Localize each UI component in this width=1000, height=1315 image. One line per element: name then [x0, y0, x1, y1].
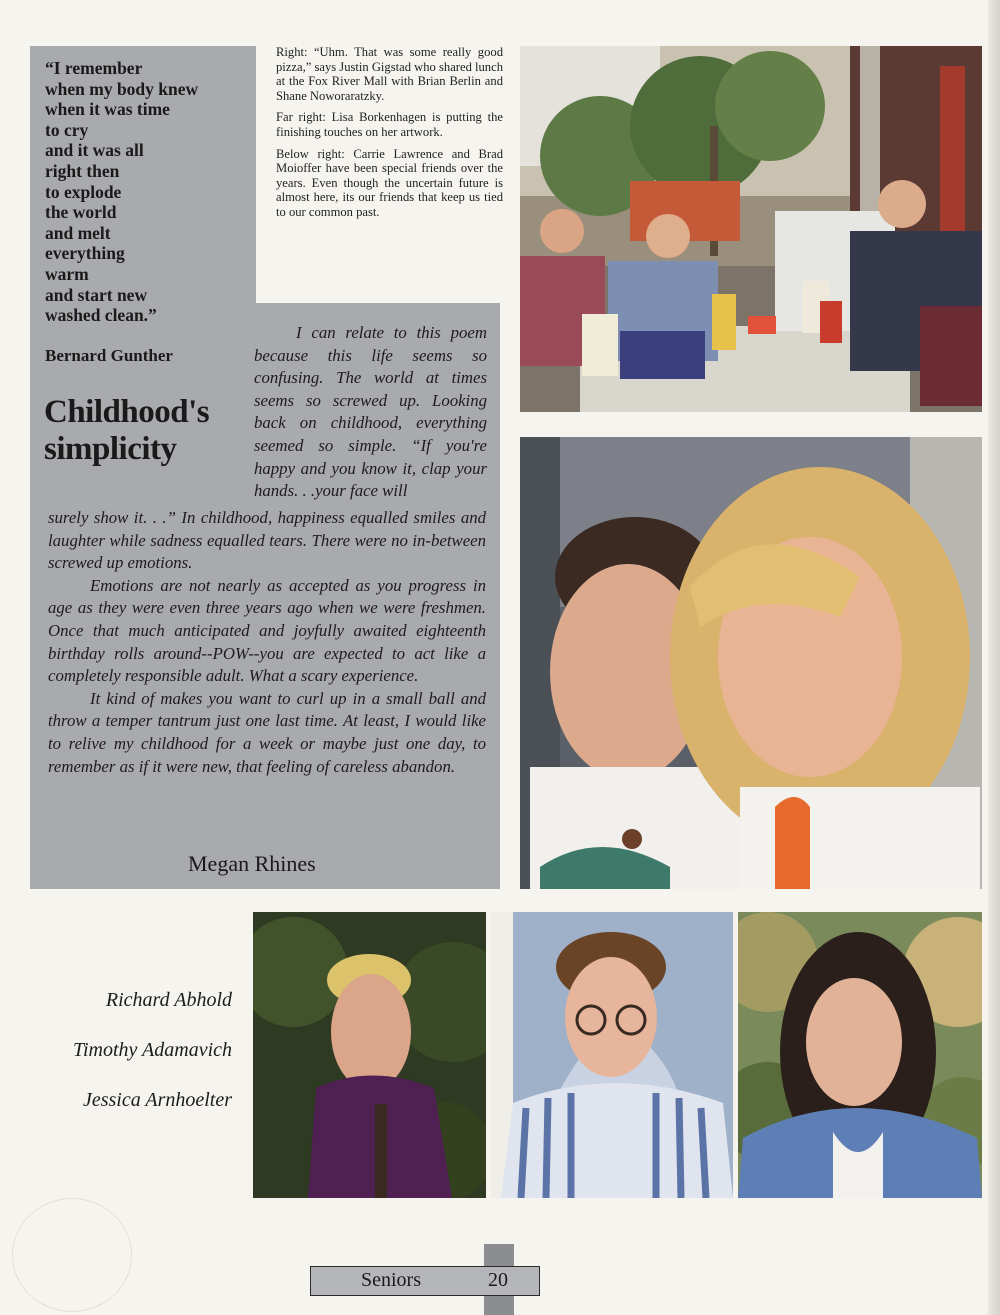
essay-paragraph: It kind of makes you want to curl up in a small ball and throw a temper tantrum just one last time. At least, I would like to relive my childhood for a week or maybe just one day, to remember as if it were new, that feeling of careless abandon.: [48, 688, 486, 776]
photo-lunch-at-mall: [520, 46, 982, 412]
page-number: 20: [488, 1269, 508, 1291]
poem-quote: [45, 58, 255, 326]
quote-line: right then: [45, 160, 120, 181]
portrait-name: Timothy Adamavich: [72, 1039, 232, 1061]
photo-captions: [276, 45, 503, 227]
quote-line: washed clean.”: [45, 305, 157, 326]
page-title: [44, 394, 209, 468]
quote-line: “I remember: [45, 58, 143, 78]
essay-intro: [254, 322, 487, 503]
portrait-timothy-adamavich: [491, 912, 733, 1198]
quote-line: and start new: [45, 284, 148, 305]
portrait-name: Richard Abhold: [105, 989, 232, 1011]
quote-line: the world: [45, 202, 117, 223]
title-line-2: simplicity: [44, 431, 177, 467]
quote-line: warm: [45, 263, 89, 284]
footer-section-label: Seniors: [361, 1269, 421, 1291]
title-line-1: Childhood's: [44, 394, 210, 430]
portrait-name: Jessica Arnhoelter: [82, 1089, 232, 1111]
caption-far-right: Far right: Lisa Borkenhagen is putting the finishing touches on her artwork.: [276, 110, 503, 139]
quote-line: when it was time: [45, 99, 170, 120]
essay-body: [48, 507, 486, 778]
quote-line: when my body knew: [45, 78, 199, 99]
caption-right: Right: “Uhm. That was some really good pizza,” says Justin Gigstad who shared lunch at the Fox River Mall with Brian Berlin and Shane Noworaratzky.: [276, 45, 503, 103]
portrait-jessica-arnhoelter: [738, 912, 982, 1198]
quote-author: Bernard Gunther: [45, 346, 173, 365]
quote-line: and it was all: [45, 140, 144, 161]
essay-paragraph: surely show it. . .” In childhood, happiness equalled smiles and laughter while sadness equalled tears. There were no in-between screwed up emotions.: [48, 508, 486, 573]
essay-paragraph: I can relate to this poem because this life seems so confusing. The world at times seems so screwed up. Looking back on childhood, everything seemed so simple. “If you're happy and you know it, clap your hands. . .your face will: [254, 323, 487, 501]
quote-line: to explode: [45, 181, 122, 202]
quote-line: everything: [45, 243, 125, 264]
essay-author: Megan Rhines: [188, 851, 316, 876]
photo-couple: [520, 437, 982, 889]
page-binding-edge: [988, 0, 1000, 1315]
faint-seal-mark: [12, 1198, 132, 1312]
portrait-richard-abhold: [253, 912, 486, 1198]
quote-line: to cry: [45, 119, 89, 140]
quote-line: and melt: [45, 222, 111, 243]
essay-paragraph: Emotions are not nearly as accepted as you progress in age as they were even three years ago when we were freshmen. Once that much anticipated and joyfully awaited eighteenth birthday rolls around--POW--you are expected to act like a completely responsible adult. What a scary experience.: [48, 575, 486, 686]
caption-below-right: Below right: Carrie Lawrence and Brad Moioffer have been special friends over the years. Even though the uncertain future is almost here, its our friends that keep us tied to our common past.: [276, 146, 503, 219]
